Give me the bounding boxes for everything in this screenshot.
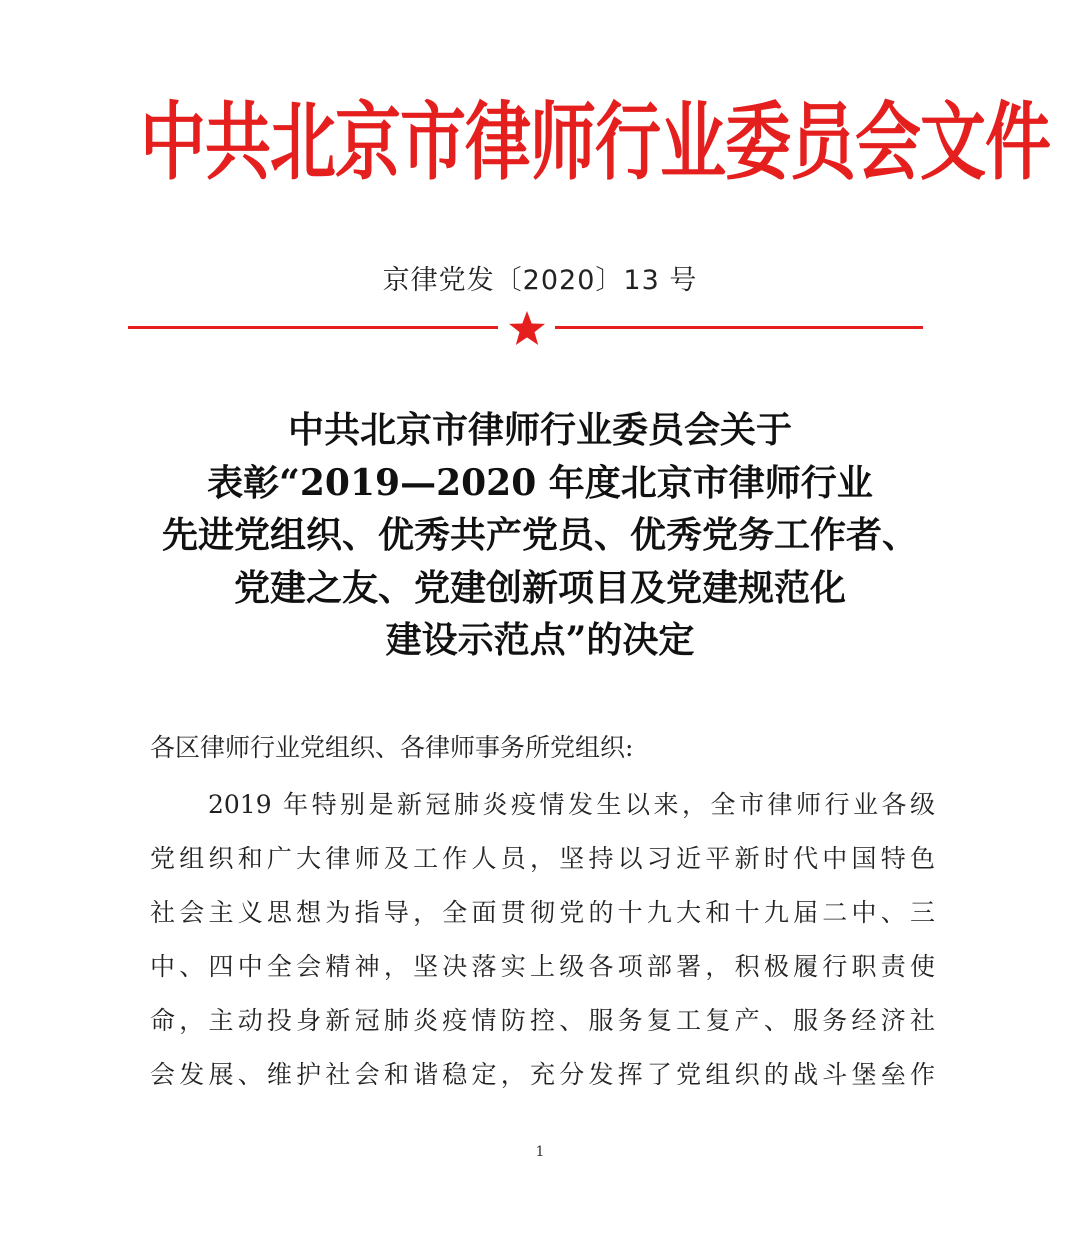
document-number: 京律党发〔2020〕13 号 xyxy=(382,265,698,296)
title-line: 建设示范点”的决定 xyxy=(385,619,695,661)
title-line: 党建之友、党建创新项目及党建规范化 xyxy=(233,566,846,609)
divider-line-right xyxy=(555,326,923,329)
title-line: 中共北京市律师行业委员会关于 xyxy=(287,409,792,451)
body-line: 社会主义思想为指导，全面贯彻党的十九大和十九届二中、三 xyxy=(150,898,935,927)
page-number: 1 xyxy=(535,1144,545,1160)
body-line: 会发展、维护社会和谐稳定，充分发挥了党组织的战斗堡垒作 xyxy=(150,1060,935,1089)
title-line: 表彰“2019—2020 年度北京市律师行业 xyxy=(207,461,873,504)
divider-line-left xyxy=(128,326,498,329)
salutation: 各区律师行业党组织、各律师事务所党组织: xyxy=(150,733,634,762)
body-line: 党组织和广大律师及工作人员，坚持以习近平新时代中国特色 xyxy=(150,844,935,873)
masthead-title: 中共北京市律师行业委员会文件 xyxy=(140,92,1050,192)
body-line: 中、四中全会精神，坚决落实上级各项部署，积极履行职责使 xyxy=(150,952,935,981)
title-line: 先进党组织、优秀共产党员、优秀党务工作者、 xyxy=(161,514,918,556)
body-line: 2019 年特别是新冠肺炎疫情发生以来，全市律师行业各级 xyxy=(208,790,935,819)
body-line: 命，主动投身新冠肺炎疫情防控、服务复工复产、服务经济社 xyxy=(150,1006,935,1035)
star-icon xyxy=(507,309,547,349)
document-title xyxy=(120,404,960,667)
body-text xyxy=(150,778,935,1102)
